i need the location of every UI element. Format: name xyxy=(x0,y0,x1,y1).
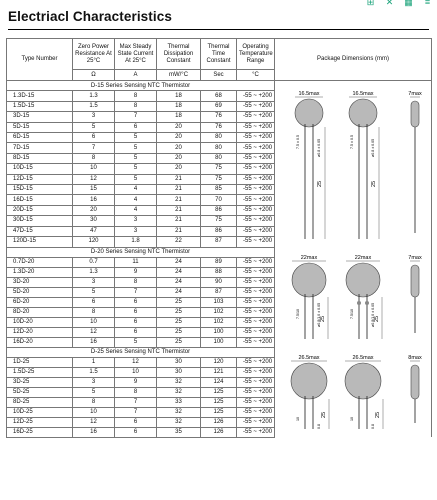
type-number-cell: 12D-25 xyxy=(7,417,73,427)
section-header-row xyxy=(7,81,432,91)
value-cell: 80 xyxy=(201,153,237,163)
value-cell: 126 xyxy=(201,427,237,437)
lead-diameter-label: ø0.8 ± 0.05 xyxy=(317,138,321,157)
package-dimensions-cell xyxy=(275,247,432,347)
value-cell: 1.8 xyxy=(115,237,157,247)
thermistor-disc xyxy=(295,99,323,127)
value-cell: 35 xyxy=(157,427,201,437)
value-cell: 25 xyxy=(157,307,201,317)
value-cell: 75 xyxy=(201,216,237,226)
value-cell: 24 xyxy=(157,277,201,287)
lead-spacing-label: 7.5/10 xyxy=(296,309,300,319)
value-cell: 120 xyxy=(73,237,115,247)
column-header: Type Number xyxy=(7,39,73,81)
type-number-cell: 15D-15 xyxy=(7,185,73,195)
value-cell: 21 xyxy=(157,205,201,215)
value-cell: 21 xyxy=(157,216,201,226)
value-cell: 12 xyxy=(73,327,115,337)
type-number-cell: 12D-15 xyxy=(7,174,73,184)
value-cell: 32 xyxy=(157,377,201,387)
value-cell: 4 xyxy=(115,205,157,215)
value-cell: -55 ~ +200 xyxy=(237,267,275,277)
value-cell: 6 xyxy=(115,417,157,427)
thickness-label: 7max xyxy=(408,255,422,261)
value-cell: -55 ~ +200 xyxy=(237,407,275,417)
column-header: Package Dimensions (mm) xyxy=(275,39,432,81)
type-number-cell: 5D-25 xyxy=(7,387,73,397)
type-number-cell: 1.3D-15 xyxy=(7,91,73,101)
value-cell: 10 xyxy=(73,407,115,417)
diameter-label: 26.5max xyxy=(352,355,374,361)
value-cell: 6 xyxy=(115,307,157,317)
lead-length-label: 25 xyxy=(375,411,381,418)
column-header: Max Steady State Current At 25°C xyxy=(115,39,157,70)
value-cell: -55 ~ +200 xyxy=(237,387,275,397)
column-header: Operating Temperature Range xyxy=(237,39,275,70)
value-cell: -55 ~ +200 xyxy=(237,367,275,377)
value-cell: 30 xyxy=(157,367,201,377)
type-number-cell: 0.7D-20 xyxy=(7,257,73,267)
characteristics-table xyxy=(6,38,432,438)
value-cell: 89 xyxy=(201,257,237,267)
value-cell: 0.7 xyxy=(73,257,115,267)
shrink-icon[interactable]: ✕ xyxy=(385,0,394,7)
value-cell: 25 xyxy=(157,327,201,337)
column-unit: °C xyxy=(237,70,275,81)
value-cell: 103 xyxy=(201,297,237,307)
thermistor-disc xyxy=(345,363,381,399)
value-cell: 1.5 xyxy=(73,101,115,111)
value-cell: 3 xyxy=(73,112,115,122)
value-cell: -55 ~ +200 xyxy=(237,143,275,153)
section-title: D-25 Series Sensing NTC Thermistor xyxy=(7,347,275,357)
lead-kink xyxy=(365,301,369,305)
type-number-cell: 30D-15 xyxy=(7,216,73,226)
value-cell: -55 ~ +200 xyxy=(237,297,275,307)
section-header-row xyxy=(7,347,432,357)
diameter-label: 22max xyxy=(300,255,318,261)
value-cell: -55 ~ +200 xyxy=(237,237,275,247)
type-number-cell: 5D-15 xyxy=(7,122,73,132)
thermistor-side-view xyxy=(411,265,419,297)
value-cell: 10 xyxy=(115,367,157,377)
type-number-cell: 10D-20 xyxy=(7,317,73,327)
value-cell: 10 xyxy=(73,317,115,327)
value-cell: 20 xyxy=(157,153,201,163)
type-number-cell: 16D-20 xyxy=(7,337,73,347)
value-cell: -55 ~ +200 xyxy=(237,112,275,122)
value-cell: 16 xyxy=(73,195,115,205)
value-cell: 16 xyxy=(73,337,115,347)
thermistor-disc xyxy=(349,99,377,127)
value-cell: 6 xyxy=(115,317,157,327)
value-cell: 7 xyxy=(115,397,157,407)
type-number-cell: 16D-15 xyxy=(7,195,73,205)
value-cell: 125 xyxy=(201,387,237,397)
value-cell: 3 xyxy=(115,226,157,236)
lead-spacing-label: 7.5 ± 0.5 xyxy=(350,135,354,149)
value-cell: 20 xyxy=(157,164,201,174)
value-cell: 12 xyxy=(115,357,157,367)
lead-kink xyxy=(357,301,361,305)
thickness-label: 8max xyxy=(408,355,422,361)
value-cell: -55 ~ +200 xyxy=(237,185,275,195)
title-divider xyxy=(8,29,429,30)
type-number-cell: 6D-20 xyxy=(7,297,73,307)
value-cell: 10 xyxy=(73,164,115,174)
value-cell: 6 xyxy=(73,297,115,307)
value-cell: 7 xyxy=(73,143,115,153)
type-number-cell: 8D-15 xyxy=(7,153,73,163)
value-cell: 85 xyxy=(201,185,237,195)
value-cell: 18 xyxy=(157,91,201,101)
value-cell: 8 xyxy=(73,153,115,163)
value-cell: -55 ~ +200 xyxy=(237,174,275,184)
value-cell: 68 xyxy=(201,91,237,101)
value-cell: 8 xyxy=(73,397,115,407)
type-number-cell: 8D-20 xyxy=(7,307,73,317)
value-cell: -55 ~ +200 xyxy=(237,257,275,267)
thermistor-side-view xyxy=(411,365,419,399)
value-cell: 120 xyxy=(201,357,237,367)
type-number-cell: 3D-15 xyxy=(7,112,73,122)
type-number-cell: 10D-25 xyxy=(7,407,73,417)
value-cell: 30 xyxy=(73,216,115,226)
lead-spacing-label: 10 xyxy=(350,417,354,421)
lead-length-label: 25 xyxy=(321,411,327,418)
column-header: Thermal Time Constant xyxy=(201,39,237,70)
value-cell: 6 xyxy=(115,327,157,337)
value-cell: 18 xyxy=(157,112,201,122)
value-cell: 5 xyxy=(73,122,115,132)
value-cell: -55 ~ +200 xyxy=(237,337,275,347)
value-cell: 12 xyxy=(73,417,115,427)
section-title: D-15 Series Sensing NTC Thermistor xyxy=(7,81,275,91)
value-cell: -55 ~ +200 xyxy=(237,101,275,111)
value-cell: 125 xyxy=(201,397,237,407)
value-cell: -55 ~ +200 xyxy=(237,417,275,427)
lead-diameter-label: ø0.8 ± 0.05 xyxy=(371,138,375,157)
lead-length-label: 25 xyxy=(320,315,326,322)
value-cell: 32 xyxy=(157,387,201,397)
expand-icon[interactable]: ⊞ xyxy=(366,0,375,7)
value-cell: 6 xyxy=(73,133,115,143)
value-cell: 87 xyxy=(201,287,237,297)
value-cell: -55 ~ +200 xyxy=(237,226,275,236)
column-unit: Ω xyxy=(73,70,115,81)
lead-diameter-label: ø0.8/1.0 ± 0.05 xyxy=(371,302,375,327)
value-cell: 87 xyxy=(201,237,237,247)
value-cell: 1.5 xyxy=(73,367,115,377)
value-cell: 80 xyxy=(201,133,237,143)
value-cell: 6 xyxy=(115,122,157,132)
package-dimension-diagram xyxy=(275,81,432,247)
lead-diameter-label: ø0.8/1.0 ± 0.05 xyxy=(317,302,321,327)
package-dimension-diagram xyxy=(275,347,432,437)
type-number-cell: 6D-15 xyxy=(7,133,73,143)
column-unit: mW/°C xyxy=(157,70,201,81)
value-cell: -55 ~ +200 xyxy=(237,133,275,143)
value-cell: 86 xyxy=(201,205,237,215)
thermistor-side-view xyxy=(411,101,419,127)
value-cell: 20 xyxy=(73,205,115,215)
diameter-label: 16.5max xyxy=(298,91,320,97)
type-number-cell: 1.3D-20 xyxy=(7,267,73,277)
value-cell: 9 xyxy=(115,377,157,387)
package-dimensions-cell xyxy=(275,81,432,248)
value-cell: -55 ~ +200 xyxy=(237,427,275,437)
value-cell: 25 xyxy=(157,317,201,327)
value-cell: 88 xyxy=(201,267,237,277)
value-cell: 21 xyxy=(157,195,201,205)
value-cell: -55 ~ +200 xyxy=(237,216,275,226)
section-header-row xyxy=(7,247,432,257)
value-cell: -55 ~ +200 xyxy=(237,287,275,297)
value-cell: 102 xyxy=(201,307,237,317)
value-cell: 3 xyxy=(115,216,157,226)
lead-spacing-label: 10 xyxy=(296,417,300,421)
value-cell: 75 xyxy=(201,164,237,174)
type-number-cell: 1D-25 xyxy=(7,357,73,367)
column-unit: Sec xyxy=(201,70,237,81)
value-cell: 8 xyxy=(73,307,115,317)
type-number-cell: 1.5D-15 xyxy=(7,101,73,111)
thermistor-disc xyxy=(291,363,327,399)
value-cell: -55 ~ +200 xyxy=(237,327,275,337)
type-number-cell: 12D-20 xyxy=(7,327,73,337)
lead-spacing-label: 7.5 ± 0.5 xyxy=(296,135,300,149)
diameter-label: 26.5max xyxy=(298,355,320,361)
value-cell: 7 xyxy=(115,112,157,122)
diameter-label: 16.5max xyxy=(352,91,374,97)
section-title: D-20 Series Sensing NTC Thermistor xyxy=(7,247,275,257)
value-cell: 30 xyxy=(157,357,201,367)
package-dimension-diagram xyxy=(275,247,432,347)
thickness-label: 7max xyxy=(408,91,422,97)
type-number-cell: 8D-25 xyxy=(7,397,73,407)
value-cell: 16 xyxy=(73,427,115,437)
type-number-cell: 20D-15 xyxy=(7,205,73,215)
value-cell: 76 xyxy=(201,112,237,122)
value-cell: -55 ~ +200 xyxy=(237,277,275,287)
value-cell: 5 xyxy=(73,387,115,397)
type-number-cell: 16D-25 xyxy=(7,427,73,437)
type-number-cell: 47D-15 xyxy=(7,226,73,236)
value-cell: 5 xyxy=(73,287,115,297)
lead-spacing-label: 7.5/10 xyxy=(350,309,354,319)
value-cell: 100 xyxy=(201,327,237,337)
value-cell: -55 ~ +200 xyxy=(237,195,275,205)
value-cell: 4 xyxy=(115,195,157,205)
diameter-label: 22max xyxy=(354,255,372,261)
value-cell: 7 xyxy=(115,407,157,417)
column-header: Thermal Dissipation Constant xyxy=(157,39,201,70)
lead-diameter-label: 0.8 xyxy=(371,424,375,429)
thermistor-disc xyxy=(292,263,326,297)
value-cell: 20 xyxy=(157,122,201,132)
value-cell: 90 xyxy=(201,277,237,287)
value-cell: 69 xyxy=(201,101,237,111)
value-cell: 32 xyxy=(157,417,201,427)
value-cell: 8 xyxy=(115,101,157,111)
value-cell: 33 xyxy=(157,397,201,407)
value-cell: 100 xyxy=(201,337,237,347)
value-cell: -55 ~ +200 xyxy=(237,153,275,163)
value-cell: 76 xyxy=(201,122,237,132)
value-cell: -55 ~ +200 xyxy=(237,91,275,101)
value-cell: 6 xyxy=(115,297,157,307)
value-cell: 70 xyxy=(201,195,237,205)
value-cell: 20 xyxy=(157,143,201,153)
value-cell: 4 xyxy=(115,185,157,195)
value-cell: 15 xyxy=(73,185,115,195)
type-number-cell: 5D-20 xyxy=(7,287,73,297)
value-cell: -55 ~ +200 xyxy=(237,377,275,387)
value-cell: 1.3 xyxy=(73,91,115,101)
value-cell: -55 ~ +200 xyxy=(237,397,275,407)
value-cell: 8 xyxy=(115,277,157,287)
value-cell: 47 xyxy=(73,226,115,236)
value-cell: 75 xyxy=(201,174,237,184)
value-cell: 5 xyxy=(115,337,157,347)
value-cell: 1 xyxy=(73,357,115,367)
value-cell: 1.3 xyxy=(73,267,115,277)
value-cell: -55 ~ +200 xyxy=(237,205,275,215)
lead-length-label: 25 xyxy=(317,180,323,187)
lead-diameter-label: 0.8 xyxy=(317,424,321,429)
value-cell: -55 ~ +200 xyxy=(237,317,275,327)
value-cell: 8 xyxy=(115,91,157,101)
value-cell: 102 xyxy=(201,317,237,327)
value-cell: -55 ~ +200 xyxy=(237,357,275,367)
value-cell: 25 xyxy=(157,337,201,347)
value-cell: 5 xyxy=(115,164,157,174)
value-cell: 24 xyxy=(157,287,201,297)
value-cell: 80 xyxy=(201,143,237,153)
value-cell: 22 xyxy=(157,237,201,247)
type-number-cell: 1.5D-25 xyxy=(7,367,73,377)
value-cell: 124 xyxy=(201,377,237,387)
value-cell: 21 xyxy=(157,226,201,236)
type-number-cell: 120D-15 xyxy=(7,237,73,247)
value-cell: 8 xyxy=(115,387,157,397)
value-cell: 21 xyxy=(157,174,201,184)
grid-icon[interactable]: ▦ xyxy=(404,0,413,7)
column-header: Zero Power Resistance At 25°C xyxy=(73,39,115,70)
lead-length-label: 25 xyxy=(374,315,380,322)
value-cell: 5 xyxy=(115,143,157,153)
value-cell: 5 xyxy=(115,174,157,184)
value-cell: 3 xyxy=(73,277,115,287)
value-cell: 5 xyxy=(115,153,157,163)
value-cell: 6 xyxy=(115,427,157,437)
value-cell: -55 ~ +200 xyxy=(237,164,275,174)
value-cell: -55 ~ +200 xyxy=(237,122,275,132)
value-cell: 126 xyxy=(201,417,237,427)
value-cell: 121 xyxy=(201,367,237,377)
package-dimensions-cell xyxy=(275,347,432,437)
value-cell: 11 xyxy=(115,257,157,267)
type-number-cell: 7D-15 xyxy=(7,143,73,153)
value-cell: 125 xyxy=(201,407,237,417)
list-icon[interactable]: ≡ xyxy=(424,0,431,7)
column-unit: A xyxy=(115,70,157,81)
value-cell: 20 xyxy=(157,133,201,143)
value-cell: 3 xyxy=(73,377,115,387)
value-cell: 25 xyxy=(157,297,201,307)
value-cell: -55 ~ +200 xyxy=(237,307,275,317)
value-cell: 12 xyxy=(73,174,115,184)
type-number-cell: 10D-15 xyxy=(7,164,73,174)
thermistor-disc xyxy=(346,263,380,297)
page-title: Electriacl Characteristics xyxy=(8,9,172,24)
value-cell: 18 xyxy=(157,101,201,111)
type-number-cell: 3D-20 xyxy=(7,277,73,287)
value-cell: 5 xyxy=(115,133,157,143)
value-cell: 24 xyxy=(157,267,201,277)
type-number-cell: 3D-25 xyxy=(7,377,73,387)
value-cell: 86 xyxy=(201,226,237,236)
value-cell: 9 xyxy=(115,267,157,277)
value-cell: 7 xyxy=(115,287,157,297)
toolbar-icons xyxy=(365,0,433,7)
value-cell: 24 xyxy=(157,257,201,267)
value-cell: 21 xyxy=(157,185,201,195)
value-cell: 32 xyxy=(157,407,201,417)
lead-length-label: 25 xyxy=(371,180,377,187)
